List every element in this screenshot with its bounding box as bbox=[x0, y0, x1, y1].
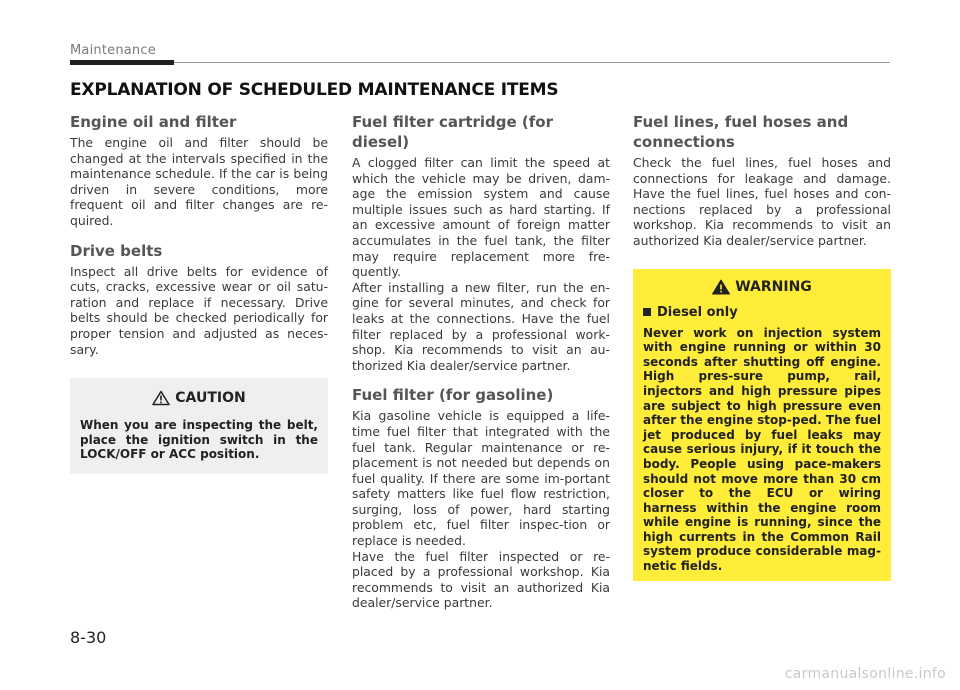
watermark: carmanualsonline.info bbox=[784, 666, 946, 682]
drive-belts-body: Inspect all drive belts for evidence of cuts, cracks, excessive wear or oil satu-ration and replace if necessary. Drive belts should be checked periodically for proper tension and adjusted as neces-sary. bbox=[70, 263, 328, 357]
warning-triangle-filled-icon bbox=[712, 279, 730, 295]
page-title: EXPLANATION OF SCHEDULED MAINTENANCE ITEMS bbox=[70, 80, 559, 100]
warning-text: Never work on injection system with engine running or within 30 seconds after shutting off engine. High pres-sure pump, rail, injectors and high pressure pipes are subject to high pressure even after the engine stop-ped. The fuel jet produced by fuel leaks may cause serious injury, if it touch the body. People using pace-makers should not move more than 30 cm closer to the ECU or wiring harness within the engine room while engine is running, since the high currents in the Common Rail system produce considerable mag-netic fields. bbox=[643, 325, 881, 574]
warning-subheading-label: Diesel only bbox=[657, 304, 738, 320]
caution-header bbox=[80, 390, 318, 406]
caution-label: CAUTION bbox=[175, 390, 246, 407]
column-right bbox=[633, 112, 891, 581]
column-left bbox=[70, 112, 328, 474]
fuel-filter-gasoline-body-1: Kia gasoline vehicle is equipped a life-time fuel filter that integrated with the fuel tank. Regular maintenance or re-placement is not needed but depends on fuel quality. If there are some im-portant safety matters like fuel flow restriction, surging, loss of power, hard starting problem etc, fuel filter inspec-tion or replace is needed. bbox=[352, 408, 610, 549]
warning-label: WARNING bbox=[735, 278, 812, 295]
engine-oil-body: The engine oil and filter should be changed at the intervals specified in the maintenance schedule. If the car is being driven in severe conditions, more frequent oil and filter changes are re-quired. bbox=[70, 135, 328, 228]
engine-oil-heading: Engine oil and filter bbox=[70, 113, 237, 131]
caution-box bbox=[70, 378, 328, 474]
fuel-lines-heading-line1: Fuel lines, fuel hoses and bbox=[633, 113, 849, 131]
warning-subheading bbox=[643, 305, 881, 320]
page-number: 8-30 bbox=[70, 628, 107, 647]
fuel-lines-heading-line2: connections bbox=[633, 133, 735, 151]
fuel-filter-gasoline-heading: Fuel filter (for gasoline) bbox=[352, 386, 554, 405]
warning-triangle-outline-icon bbox=[152, 390, 170, 406]
fuel-lines-body: Check the fuel lines, fuel hoses and connections for leakage and damage. Have the fuel lines, fuel hoses and con-nections replaced by a professional workshop. Kia recommends to visit an authorized Kia dealer/service partner. bbox=[633, 155, 891, 248]
square-bullet-icon bbox=[643, 308, 651, 316]
caution-text: When you are inspecting the belt, place the ignition switch in the LOCK/OFF or ACC position. bbox=[80, 418, 318, 461]
fuel-filter-gasoline-body-2: Have the fuel filter inspected or re-placed by a professional workshop. Kia recommends to visit an authorized Kia dealer/service partner. bbox=[352, 548, 610, 611]
header-rule bbox=[174, 62, 890, 63]
warning-box bbox=[633, 269, 891, 581]
fuel-filter-diesel-body-1: A clogged filter can limit the speed at which the vehicle may be driven, dam-age the emission system and cause multiple issues such as hard starting. If an excessive amount of foreign matter accumulates in the fuel tank, the filter may require replacement more fre-quently. bbox=[352, 155, 610, 280]
fuel-filter-diesel-body-2: After installing a new filter, run the en-gine for several minutes, and check for leaks at the connections. Have the fuel filter replaced by a professional work-shop. Kia recommends to visit an au-thorized Kia dealer/service partner. bbox=[352, 279, 610, 373]
warning-header bbox=[643, 279, 881, 295]
drive-belts-heading: Drive belts bbox=[70, 241, 163, 260]
header-accent-bar bbox=[70, 60, 174, 65]
fuel-filter-diesel-heading: Fuel filter cartridge (for diesel) bbox=[352, 113, 554, 151]
column-middle bbox=[352, 112, 610, 611]
fuel-lines-heading bbox=[633, 112, 891, 152]
header-section-label: Maintenance bbox=[70, 43, 156, 58]
